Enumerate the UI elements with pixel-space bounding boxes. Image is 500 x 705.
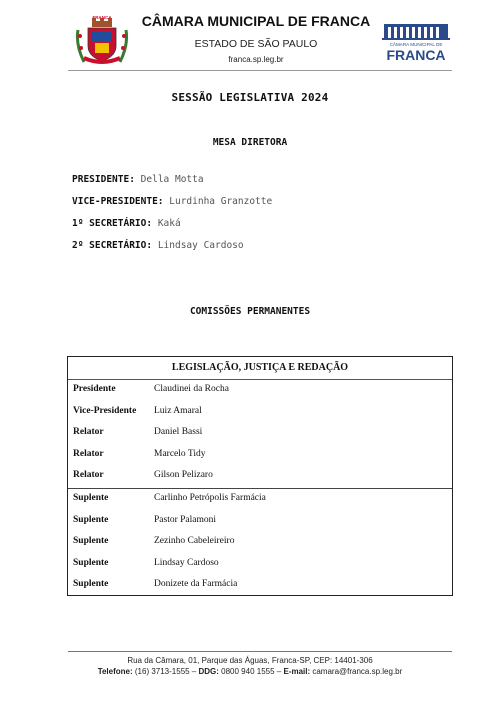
email-label: E-mail: <box>283 667 311 676</box>
officer-name: Della Motta <box>140 174 204 185</box>
member-name: Gilson Pelizaro <box>154 470 213 480</box>
table-row <box>68 531 452 553</box>
member-name: Pastor Palamoni <box>154 514 217 525</box>
member-name: Claudinei da Rocha <box>154 384 229 394</box>
table-row <box>68 444 452 466</box>
officer-role: 2º SECRETÁRIO: <box>72 240 153 251</box>
member-role: Relator <box>73 470 104 480</box>
phone-label: Telefone: <box>97 667 133 676</box>
member-role: Relator <box>73 427 104 437</box>
member-role: Suplente <box>73 557 109 568</box>
member-role: Suplente <box>73 579 109 589</box>
officer-name: Lurdinha Granzotte <box>169 196 273 207</box>
coat-of-arms-icon <box>74 14 130 66</box>
committee-name: LEGISLAÇÃO, JUSTIÇA E REDAÇÃO <box>68 357 452 380</box>
member-name: Donizete da Farmácia <box>154 579 238 589</box>
phone-number: (16) 3713-1555 – <box>132 667 199 676</box>
footer-divider <box>68 651 452 652</box>
member-name: Daniel Bassi <box>154 427 203 437</box>
state-subtitle: ESTADO DE SÃO PAULO <box>194 38 318 50</box>
logo-small-text: CÂMARA MUNICIPAL DE <box>389 42 443 47</box>
ddg-number: 0800 940 1555 – <box>218 667 284 676</box>
table-row <box>68 401 452 423</box>
officer-vice-president <box>72 196 272 207</box>
table-row <box>68 510 452 532</box>
header-divider <box>68 70 452 71</box>
table-row <box>68 422 452 444</box>
table-row <box>68 488 452 510</box>
ddg-label: DDG: <box>198 667 219 676</box>
footer-contacts <box>0 667 500 676</box>
officer-first-secretary <box>72 218 181 229</box>
table-row <box>68 465 452 487</box>
officer-president <box>72 174 204 185</box>
page-header <box>0 0 500 70</box>
member-role: Relator <box>73 448 104 459</box>
member-role: Vice-Presidente <box>73 405 137 416</box>
table-row <box>68 574 452 596</box>
member-name: Carlinho Petrópolis Farmácia <box>154 493 266 503</box>
crest-label: FRANCA <box>92 15 112 20</box>
member-role: Suplente <box>73 493 109 503</box>
chamber-brand-logo <box>380 22 452 64</box>
officer-role: 1º SECRETÁRIO: <box>72 218 153 229</box>
officer-name: Lindsay Cardoso <box>157 240 244 251</box>
mesa-diretora-heading: MESA DIRETORA <box>212 137 288 148</box>
table-row <box>68 379 452 401</box>
officer-role: VICE-PRESIDENTE: <box>72 196 164 207</box>
commissions-heading: COMISSÕES PERMANENTES <box>189 306 311 317</box>
member-role: Suplente <box>73 514 109 525</box>
member-role: Suplente <box>73 536 109 546</box>
member-name: Lindsay Cardoso <box>154 557 219 568</box>
footer-address: Rua da Câmara, 01, Parque das Águas, Franca-SP, CEP: 14401-306 <box>127 656 373 665</box>
email-address[interactable]: camara@franca.sp.leg.br <box>310 667 403 676</box>
member-name: Zezinho Cabeleireiro <box>154 536 235 546</box>
table-row <box>68 553 452 575</box>
officer-second-secretary <box>72 240 244 251</box>
member-name: Marcelo Tidy <box>154 448 206 459</box>
session-title: SESSÃO LEGISLATIVA 2024 <box>171 91 329 104</box>
officer-role: PRESIDENTE: <box>72 174 135 185</box>
member-name: Luiz Amaral <box>154 405 202 416</box>
officer-name: Kaká <box>157 218 181 229</box>
logo-big-text: FRANCA <box>386 47 446 63</box>
member-role: Presidente <box>73 384 116 394</box>
website-link[interactable]: franca.sp.leg.br <box>228 55 284 64</box>
committee-table <box>67 356 453 596</box>
chamber-title: CÂMARA MUNICIPAL DE FRANCA <box>141 13 371 29</box>
